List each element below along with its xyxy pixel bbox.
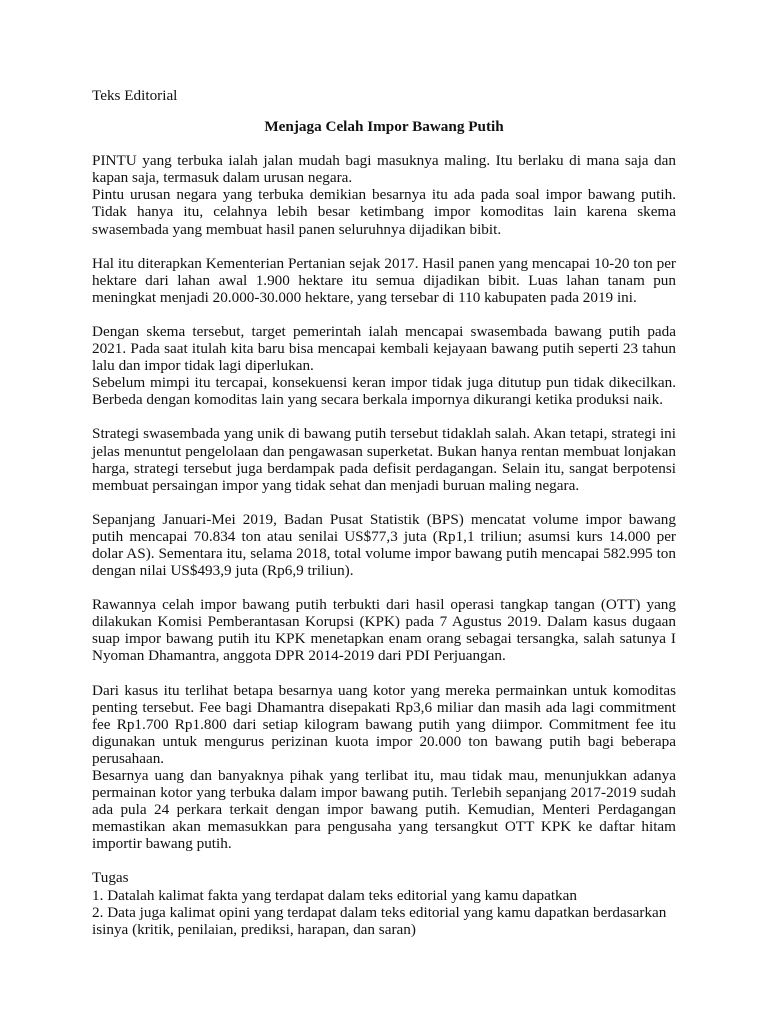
paragraph: Strategi swasembada yang unik di bawang putih tersebut tidaklah salah. Akan tetapi, strategi ini jelas menuntut pengelolaan dan pengawasan superketat. Bukan hanya rentan membuat lonjakan harga, strategi tersebut juga berdampak pada defisit perdagangan. Selain itu, sangat berpotensi membuat persaingan impor yang tidak sehat dan menjadi buruan maling negara. bbox=[92, 425, 676, 494]
paragraph: Rawannya celah impor bawang putih terbukti dari hasil operasi tangkap tangan (OTT) yang dilakukan Komisi Pemberantasan Korupsi (KPK) pada 7 Agustus 2019. Dalam kasus dugaan suap impor bawang putih itu KPK menetapkan enam orang sebagai tersangka, salah satunya I Nyoman Dhamantra, anggota DPR 2014-2019 dari PDI Perjuangan. bbox=[92, 596, 676, 665]
paragraph-block-3 bbox=[92, 323, 676, 408]
paragraph-block-1 bbox=[92, 152, 676, 237]
tasks-section bbox=[92, 869, 676, 937]
paragraph: Sebelum mimpi itu tercapai, konsekuensi keran impor tidak juga ditutup pun tidak dikecilkan. Berbeda dengan komoditas lain yang secara berkala impornya dikurangi ketika produksi naik. bbox=[92, 374, 676, 409]
paragraph-block-5 bbox=[92, 511, 676, 579]
document-label: Teks Editorial bbox=[92, 87, 178, 104]
document-title: Menjaga Celah Impor Bawang Putih bbox=[264, 118, 504, 136]
task-item: 1. Datalah kalimat fakta yang terdapat dalam teks editorial yang kamu dapatkan bbox=[92, 886, 577, 904]
task-item: 2. Data juga kalimat opini yang terdapat dalam teks editorial yang kamu dapatkan berdasarkan isinya (kritik, penilaian, prediksi, harapan, dan saran) bbox=[92, 903, 667, 938]
paragraph: Dengan skema tersebut, target pemerintah ialah mencapai swasembada bawang putih pada 2021. Pada saat itulah kita baru bisa mencapai kembali kejayaan bawang putih seperti 23 tahun lalu dan impor tidak lagi diperlukan. bbox=[92, 322, 676, 375]
paragraph-block-6 bbox=[92, 596, 676, 664]
paragraph: Pintu urusan negara yang terbuka demikian besarnya itu ada pada soal impor bawang putih. Tidak hanya itu, celahnya lebih besar ketimbang impor komoditas lain karena skema swasembada yang membuat hasil panen seluruhnya dijadikan bibit. bbox=[92, 186, 676, 238]
paragraph-block-7 bbox=[92, 682, 676, 853]
paragraph-block-4 bbox=[92, 425, 676, 493]
paragraph: Sepanjang Januari-Mei 2019, Badan Pusat Statistik (BPS) mencatat volume impor bawang putih mencapai 70.834 ton atau senilai US$77,3 juta (Rp1,1 triliun; asumsi kurs 14.000 per dolar AS). Sementara itu, selama 2018, total volume impor bawang putih mencapai 582.995 ton dengan nilai US$493,9 juta (Rp6,9 triliun). bbox=[92, 510, 676, 580]
paragraph: Besarnya uang dan banyaknya pihak yang terlibat itu, mau tidak mau, menunjukkan adanya permainan kotor yang terbuka dalam impor bawang putih. Terlebih sepanjang 2017-2019 sudah ada pula 24 perkara terkait dengan impor bawang putih. Kemudian, Menteri Perdagangan memastikan akan memasukkan para pengusaha yang tersangkut OTT KPK ke daftar hitam importir bawang putih. bbox=[92, 767, 676, 853]
document-content bbox=[92, 87, 676, 938]
tasks-title: Tugas bbox=[92, 869, 129, 887]
paragraph: Hal itu diterapkan Kementerian Pertanian sejak 2017. Hasil panen yang mencapai 10-20 ton per hektare dari lahan awal 1.900 hektare itu semua dijadikan bibit. Luas lahan tanam pun meningkat menjadi 20.000-30.000 hektare, yang tersebar di 110 kabupaten pada 2019 ini. bbox=[92, 254, 676, 306]
paragraph: PINTU yang terbuka ialah jalan mudah bagi masuknya maling. Itu berlaku di mana saja dan kapan saja, termasuk dalam urusan negara. bbox=[92, 152, 676, 187]
paragraph: Dari kasus itu terlihat betapa besarnya uang kotor yang mereka permainkan untuk komoditas penting tersebut. Fee bagi Dhamantra disepakati Rp3,6 miliar dan masih ada lagi commitment fee Rp1.700 Rp1.800 dari setiap kilogram bawang putih yang diimpor. Commitment fee itu digunakan untuk mengurus perizinan kuota impor 20.000 ton bawang putih bagi beberapa perusahaan. bbox=[92, 681, 676, 767]
paragraph-block-2 bbox=[92, 255, 676, 306]
